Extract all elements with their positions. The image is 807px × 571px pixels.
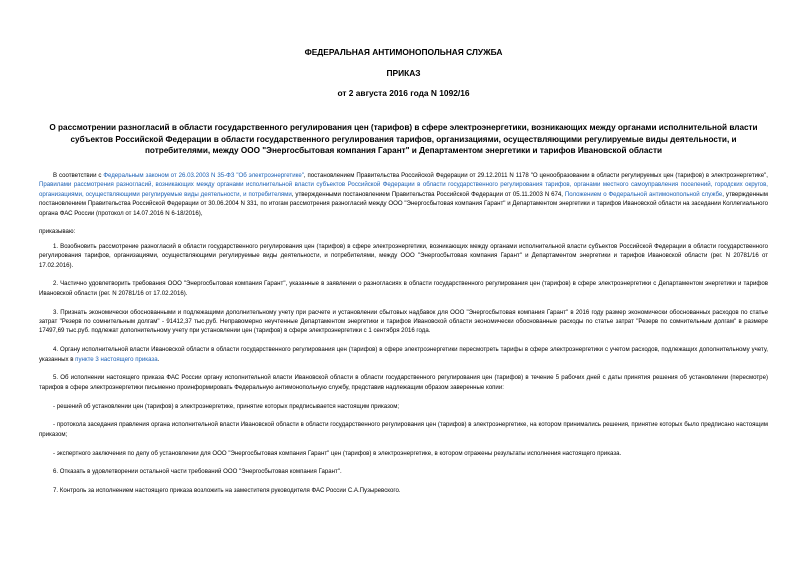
order-item-5-dash-3: - экспертного заключения по делу об установлении для ООО "Энергосбытовая компания Гарант" цен (тарифов) в электроэнергетике, в котором отражены результаты исполнения настоящего приказа.	[53, 449, 622, 457]
order-item-4-text: 4. Органу исполнительной власти Ивановской области в области государственного регулирования цен (тарифов) в сфере электроэнергетики пересмотреть тарифы в сфере электроэнергетики с учетом расходов, подлежащих дополнительному учету, указанных в	[39, 346, 768, 363]
order-item-5-dash-1: - решений об установлении цен (тарифов) в электроэнергетике, принятие которых предписывается настоящим приказом;	[53, 402, 400, 410]
order-item-6: 6. Отказать в удовлетворении остальной части требований ООО "Энергосбытовая компания Гарант".	[53, 468, 342, 476]
document-title: О рассмотрении разногласий в области государственного регулирования цен (тарифов) в сфере электроэнергетики, возникающих между органами исполнительной власти субъектов Российской Федерации в области государственного регулирования тарифов, организациями, осуществляющими регулируемые виды деятельности, и потребителями, между ООО "Энергосбытовая компания Гарант" и Департаментом энергетики и тарифов Ивановской области	[49, 123, 758, 156]
preamble-text: , утвержденным постановлением Правительства Российской Федерации от 30.06.2004 N 331, по итогам рассмотрения разногласий между ООО "Энергосбытовая компания Гарант" и Департаментом энергетики и тарифов Ивановской области на заседании Коллегиального органа ФАС России (протокол от 14.07.2016 N 6-18/2016),	[39, 190, 768, 217]
agency-name: ФЕДЕРАЛЬНАЯ АНТИМОНОПОЛЬНАЯ СЛУЖБА	[304, 47, 503, 57]
order-item-7: 7. Контроль за исполнением настоящего приказа возложить на заместителя руководителя ФАС России С.А.Пузыревского.	[53, 487, 401, 495]
order-item-5-dash-2: - протокола заседания правления органа исполнительной власти Ивановской области в области государственного регулирования цен (тарифов) в электроэнергетике, на котором принимались решения, принятие которых было предписано настоящим приказом;	[39, 421, 768, 438]
disagreement-rules-link[interactable]: Правилами рассмотрения разногласий, возникающих между органами исполнительной власти субъектов Российской Федерации в области государственного регулирования тарифов, органами местного самоуправления поселений, городских округов, организациями, осуществляющими регулируемые виды деятельности, и потребителями	[39, 181, 768, 198]
preamble-paragraph	[39, 171, 768, 218]
order-item-5: 5. Об исполнении настоящего приказа ФАС России органу исполнительной власти Ивановской области в области государственного регулирования цен (тарифов) в течение 5 рабочих дней с даты принятия решения об установлении (пересмотре) тарифов в сфере электроэнергетики письменно проинформировать Федеральную антимонопольную службу, представив надлежащим образом заверенные копии:	[39, 374, 768, 391]
preamble-text: В соответствии с	[53, 172, 104, 179]
preamble-text: , утвержденными постановлением Правительства Российской Федерации от 05.11.2003 N 674,	[291, 190, 565, 198]
order-item-4	[39, 345, 768, 364]
item-3-link[interactable]: пункте 3 настоящего приказа	[75, 355, 158, 363]
order-item-1: 1. Возобновить рассмотрение разногласий в области государственного регулирования цен (тарифов) в сфере электроэнергетики, возникающих между органами исполнительной власти субъектов Российской Федерации в области государственного регулирования тарифов, организациями, осуществляющими регулируемые виды деятельности, и потребителями, между ООО "Энергосбытовая компания Гарант" и Департаментом энергетики и тарифов Ивановской области (рег. N 20781/16 от 17.02.2016).	[39, 242, 768, 269]
document-type: ПРИКАЗ	[386, 68, 421, 78]
order-item-3: 3. Признать экономически обоснованными и подлежащими дополнительному учету при расчете и установлении сбытовых надбавок для ООО "Энергосбытовая компания Гарант" в 2016 году размер экономически обоснованных расходов по статье затрат "Резерв по сомнительным долгам" - 91412,37 тыс.руб. Неправомерно неучтенные Департаментом энергетики и тарифов Ивановской области экономически обоснованные расходы по статье затрат "Резерв по сомнительным долгам" в размере 17497,69 тыс.руб. подлежат дополнительному учету при установлении цен (тарифов) в сфере электроэнергетики с 1 сентября 2016 года.	[39, 308, 768, 335]
document-body	[39, 171, 768, 496]
preamble-text: , постановлением Правительства Российской Федерации от 29.12.2011 N 1178 "О ценообразовании в области регулируемых цен (тарифов) в электроэнергетике",	[303, 172, 768, 179]
order-word: приказываю:	[39, 228, 76, 236]
document-date-number: от 2 августа 2016 года N 1092/16	[337, 88, 470, 98]
order-item-4-text: .	[157, 355, 160, 363]
federal-law-link[interactable]: Федеральным законом от 26.03.2003 N 35-ФЗ "Об электроэнергетике"	[103, 172, 304, 179]
fas-regulation-link[interactable]: Положением о Федеральной антимонопольной службе	[564, 190, 723, 198]
order-item-2: 2. Частично удовлетворить требования ООО "Энергосбытовая компания Гарант", указанные в заявлении о разногласиях в области государственного регулирования цен (тарифов) в сфере электроэнергетики с Департаментом энергетики и тарифов Ивановской области (рег. N 20781/16 от 17.02.2016).	[39, 280, 768, 297]
